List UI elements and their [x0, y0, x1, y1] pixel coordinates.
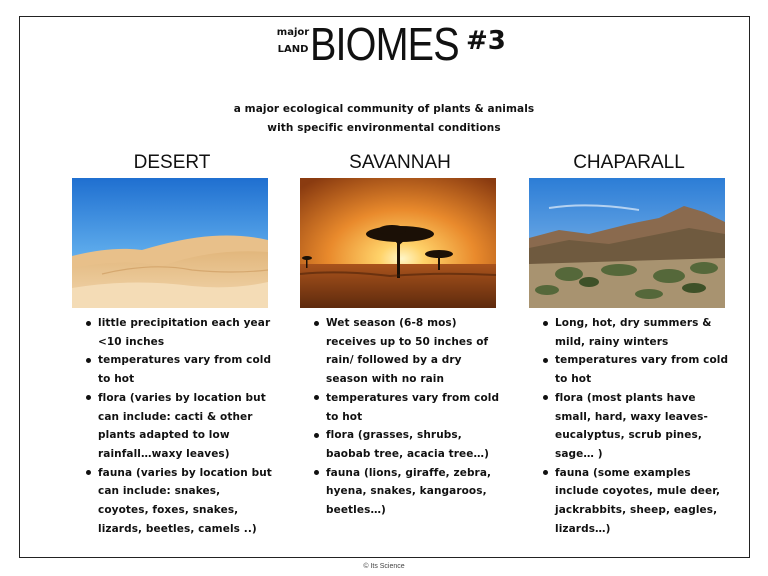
biome-heading: DESERT [133, 152, 211, 173]
list-item: fauna (some examples include coyotes, mule deer, jackrabbits, sheep, eagles, lizards…) [529, 464, 729, 539]
biome-desert [72, 148, 272, 538]
title-prefix [276, 24, 310, 58]
biome-chaparall [529, 148, 729, 538]
chaparall-photo [529, 178, 725, 308]
list-item: fauna (lions, giraffe, zebra, hyena, snakes, kangaroos, beetles…) [300, 464, 500, 520]
subtitle-line-2: with specific environmental conditions [267, 122, 501, 134]
list-item: flora (grasses, shrubs, baobab tree, acacia tree…) [300, 426, 500, 463]
title-prefix-land: LAND [277, 44, 309, 55]
list-item: little precipitation each year <10 inches [72, 314, 272, 351]
desert-photo [72, 178, 268, 308]
page-title: BIOMES [310, 18, 459, 70]
list-item: temperatures vary from cold to hot [72, 351, 272, 388]
title-number: #3 [466, 26, 506, 56]
subtitle-line-1: a major ecological community of plants & animals [233, 103, 535, 115]
list-item: temperatures vary from cold to hot [529, 351, 729, 388]
list-item: temperatures vary from cold to hot [300, 389, 500, 426]
title-prefix-major: major [276, 27, 310, 38]
copyright-notice: © Its Science [363, 563, 405, 570]
list-item: Long, hot, dry summers & mild, rainy winters [529, 314, 729, 351]
list-item: Wet season (6-8 mos) receives up to 50 inches of rain/ followed by a dry season with no rain [300, 314, 500, 389]
list-item: flora (most plants have small, hard, waxy leaves- eucalyptus, scrub pines, sage… ) [529, 389, 729, 464]
savannah-photo [300, 178, 496, 308]
biome-heading: SAVANNAH [349, 152, 451, 173]
list-item: fauna (varies by location but can include: snakes, coyotes, foxes, snakes, lizards, beetles, camels ..) [72, 464, 272, 539]
biome-savannah [300, 148, 500, 520]
biome-facts [72, 314, 272, 538]
biome-heading: CHAPARALL [573, 152, 685, 173]
subtitle [0, 100, 768, 138]
biome-facts [300, 314, 500, 520]
biome-facts [529, 314, 729, 538]
list-item: flora (varies by location but can include: cacti & other plants adapted to low rainfall…waxy leaves) [72, 389, 272, 464]
